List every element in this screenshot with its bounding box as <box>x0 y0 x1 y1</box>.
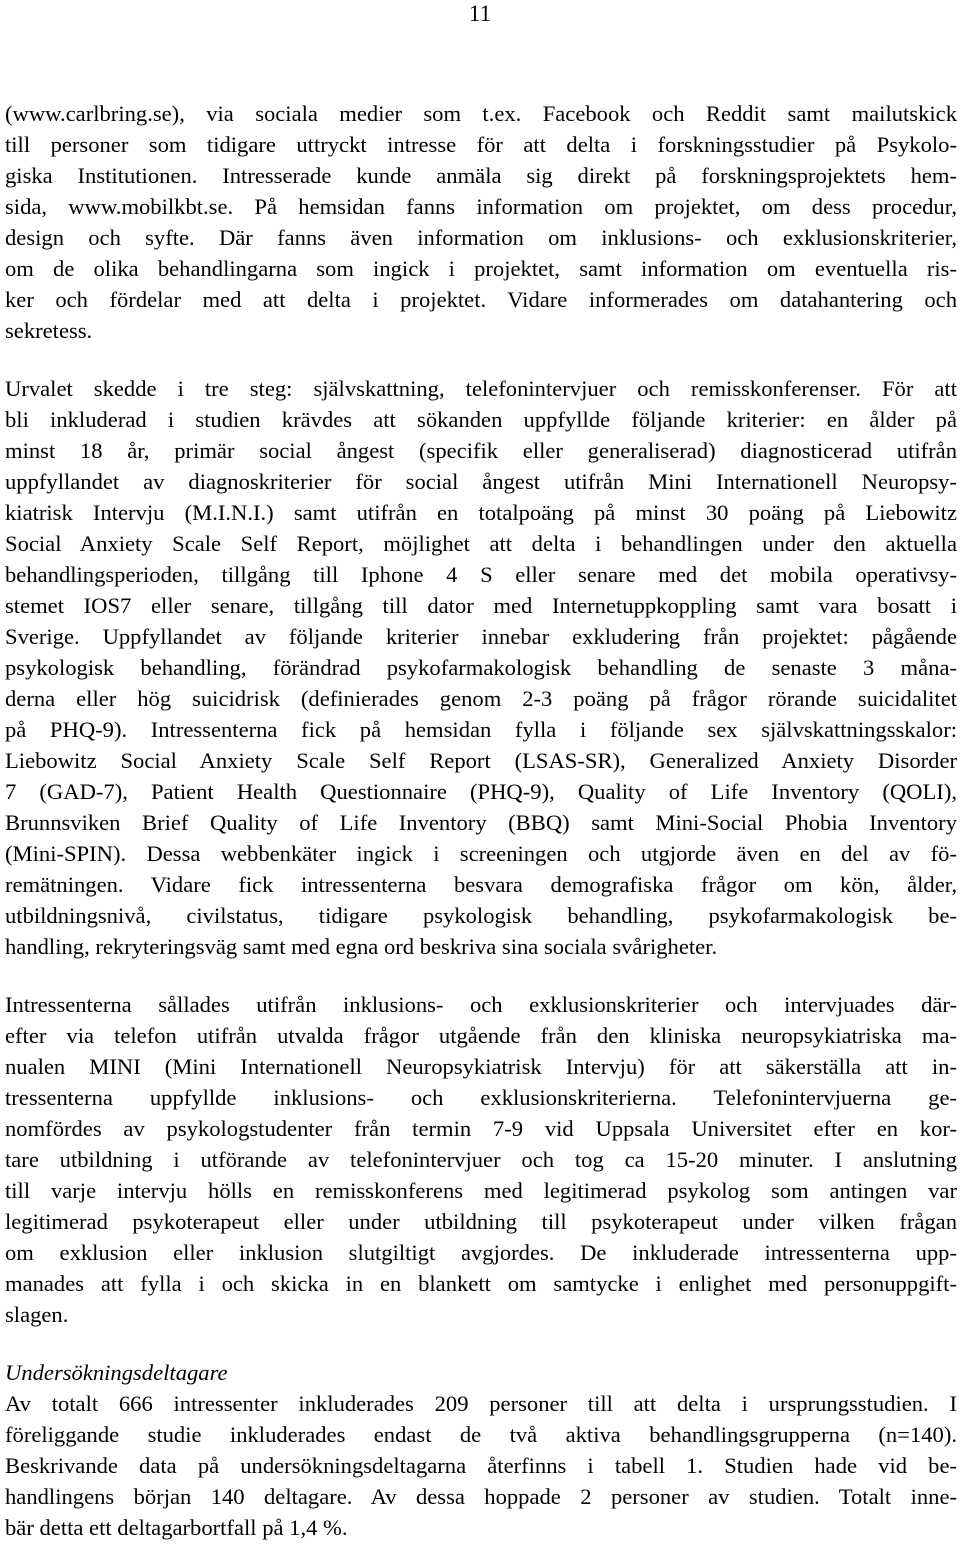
text-line: stemet IOS7 eller senare, tillgång till dator med Internetuppkoppling samt vara bosatt i <box>5 593 957 618</box>
text-line: 7 (GAD-7), Patient Health Questionnaire (PHQ-9), Quality of Life Inventory (QOLI), <box>5 779 957 804</box>
text-line: (Mini-SPIN). Dessa webbenkäter ingick i screeningen och utgjorde även en del av fö- <box>5 841 957 866</box>
text-line: tressenterna uppfyllde inklusions- och exklusionskriterierna. Telefonintervjuerna ge- <box>5 1085 957 1110</box>
text-line: Sverige. Uppfyllandet av följande kriterier innebar exkludering från projektet: pågående <box>5 624 957 649</box>
text-line: ker och fördelar med att delta i projektet. Vidare informerades om datahantering och <box>5 287 957 312</box>
paragraph-selection <box>5 373 957 962</box>
text-line: manades att fylla i och skicka in en blankett om samtycke i enlighet med personuppgift- <box>5 1271 957 1296</box>
text-line: föreliggande studie inkluderades endast de två aktiva behandlingsgrupperna (n=140). <box>5 1422 957 1447</box>
text-line: legitimerad psykoterapeut eller under utbildning till psykoterapeut under vilken frågan <box>5 1209 957 1234</box>
text-line: uppfyllandet av diagnoskriterier för social ångest utifrån Mini Internationell Neuropsy- <box>5 469 957 494</box>
text-line: Intressenterna sållades utifrån inklusions- och exklusionskriterier och intervjuades där- <box>5 992 957 1017</box>
text-line: kiatrisk Intervju (M.I.N.I.) samt utifrån en totalpoäng på minst 30 poäng på Liebowitz <box>5 500 957 525</box>
text-line: Brunnsviken Brief Quality of Life Inventory (BBQ) samt Mini-Social Phobia Inventory <box>5 810 957 835</box>
text-line: på PHQ-9). Intressenterna fick på hemsidan fylla i följande sex självskattningsskalor: <box>5 717 957 742</box>
text-line: utbildningsnivå, civilstatus, tidigare psykologisk behandling, psykofarmakologisk be- <box>5 903 957 928</box>
text-line: till personer som tidigare uttryckt intresse för att delta i forskningsstudier på Psykolo- <box>5 132 957 157</box>
text-line: (www.carlbring.se), via sociala medier som t.ex. Facebook och Reddit samt mailutskick <box>5 101 957 126</box>
text-line: derna eller hög suicidrisk (definierades genom 2-3 poäng på frågor rörande suicidalitet <box>5 686 957 711</box>
text-line: Beskrivande data på undersökningsdeltagarna återfinns i tabell 1. Studien hade vid be- <box>5 1453 957 1478</box>
text-line: minst 18 år, primär social ångest (specifik eller generaliserad) diagnosticerad utifrån <box>5 438 957 463</box>
section-participants <box>5 1357 957 1543</box>
paragraph-recruitment <box>5 98 957 346</box>
text-line: om de olika behandlingarna som ingick i projektet, samt information om eventuella ris- <box>5 256 957 281</box>
text-line: tare utbildning i utförande av telefonintervjuer och tog ca 15-20 minuter. I anslutning <box>5 1147 957 1172</box>
section-heading: Undersökningsdeltagare <box>5 1360 228 1385</box>
text-line: remätningen. Vidare fick intressenterna besvara demografiska frågor om kön, ålder, <box>5 872 957 897</box>
document-body <box>5 98 957 1543</box>
text-line: nualen MINI (Mini Internationell Neuropsykiatrisk Intervju) för att säkerställa att in- <box>5 1054 957 1079</box>
text-line: Av totalt 666 intressenter inkluderades 209 personer till att delta i ursprungsstudien. I <box>5 1391 957 1416</box>
text-line: bli inkluderad i studien krävdes att sökanden uppfyllde följande kriterier: en ålder på <box>5 407 957 432</box>
text-line: om exklusion eller inklusion slutgiltigt avgjordes. De inkluderade intressenterna upp- <box>5 1240 957 1265</box>
text-line: design och syfte. Där fanns även information om inklusions- och exklusionskriterier, <box>5 225 957 250</box>
text-line: till varje intervju hölls en remisskonferens med legitimerad psykolog som antingen var <box>5 1178 957 1203</box>
text-line: sida, www.mobilkbt.se. På hemsidan fanns information om projektet, om dess procedur, <box>5 194 957 219</box>
page-number: 11 <box>468 1 492 26</box>
text-line: Social Anxiety Scale Self Report, möjlighet att delta i behandlingen under den aktuella <box>5 531 957 556</box>
text-line: slagen. <box>5 1302 69 1327</box>
text-line: nomfördes av psykologstudenter från termin 7-9 vid Uppsala Universitet efter en kor- <box>5 1116 957 1141</box>
text-line: efter via telefon utifrån utvalda frågor utgående från den kliniska neuropsykiatriska ma- <box>5 1023 957 1048</box>
text-line: behandlingsperioden, tillgång till Iphone 4 S eller senare med det mobila operativsy- <box>5 562 957 587</box>
text-line: Urvalet skedde i tre steg: självskattning, telefonintervjuer och remisskonferenser. För att <box>5 376 957 401</box>
text-line: psykologisk behandling, förändrad psykofarmakologisk behandling de senaste 3 måna- <box>5 655 957 680</box>
text-line: bär detta ett deltagarbortfall på 1,4 %. <box>5 1515 348 1540</box>
paragraph-screening <box>5 989 957 1330</box>
text-line: giska Institutionen. Intresserade kunde anmäla sig direkt på forskningsprojektets hem- <box>5 163 957 188</box>
text-line: handlingens början 140 deltagare. Av dessa hoppade 2 personer av studien. Totalt inne- <box>5 1484 957 1509</box>
text-line: Liebowitz Social Anxiety Scale Self Report (LSAS-SR), Generalized Anxiety Disorder <box>5 748 957 773</box>
text-line: sekretess. <box>5 318 93 343</box>
text-line: handling, rekryteringsväg samt med egna ord beskriva sina sociala svårigheter. <box>5 934 718 959</box>
